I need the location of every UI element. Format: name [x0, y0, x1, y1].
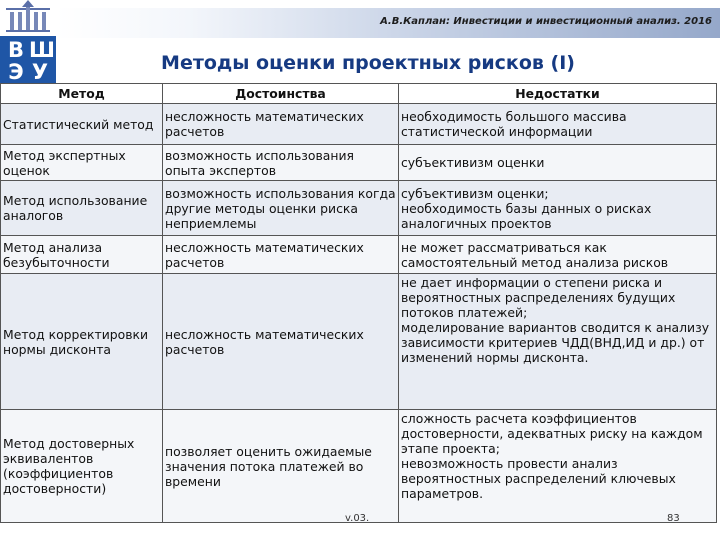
pros-text: несложность математических расчетов: [165, 109, 364, 139]
table-row: [1, 410, 717, 523]
table-row: [1, 104, 717, 145]
page-title: Методы оценки проектных рисков (I): [161, 52, 575, 74]
header-bar: [56, 8, 720, 38]
pros-cell: [163, 274, 399, 410]
pros-cell: [163, 104, 399, 145]
pros-cell: [163, 410, 399, 523]
method-text: Метод анализа безубыточности: [3, 239, 110, 270]
cons-cell: [399, 181, 717, 236]
column-header-pros: Достоинства: [163, 84, 399, 104]
version-label: v.03.: [345, 513, 370, 524]
cons-text: субъективизм оценки: [401, 155, 545, 170]
method-cell: [1, 104, 163, 145]
table-row: [1, 236, 717, 274]
logo-letter: У: [31, 60, 49, 84]
pros-cell: [163, 181, 399, 236]
column-header-cons: Недостатки: [399, 84, 717, 104]
pros-text: возможность использования опыта экспертов: [165, 147, 354, 178]
table-header-row: [1, 84, 717, 104]
method-text: Метод корректировки нормы дисконта: [3, 326, 149, 357]
method-text: Статистический метод: [3, 116, 154, 132]
method-text: Метод использование аналогов: [3, 193, 148, 223]
pros-text: несложность математических расчетов: [165, 326, 364, 357]
cons-text: не дает информации о степени риска и вероятностных распределениях будущих потоков платежей; моделирование вариантов сводится к анализу зависимости критериев ЧДД(ВНД,ИД и др.) от изменений нормы дисконта.: [401, 275, 710, 365]
table-row: [1, 145, 717, 181]
method-cell: [1, 181, 163, 236]
table-row: [1, 274, 717, 410]
method-cell: [1, 410, 163, 523]
cons-text: сложность расчета коэффициентов достоверности, адекватных риску на каждом этапе проекта; невозможность провести анализ вероятностных распределений ключевых параметров.: [401, 411, 703, 501]
risk-methods-table: [0, 83, 717, 523]
logo-letter: Ш: [29, 38, 55, 62]
page-number: 83: [667, 513, 680, 524]
cons-cell: [399, 145, 717, 181]
cons-cell: [399, 236, 717, 274]
pros-cell: [163, 236, 399, 274]
column-header-method: Метод: [1, 84, 163, 104]
logo-letter: Э: [8, 60, 24, 84]
method-cell: [1, 145, 163, 181]
method-cell: [1, 236, 163, 274]
cons-text: не может рассматриваться как самостоятельный метод анализа рисков: [401, 239, 669, 270]
pros-text: несложность математических расчетов: [165, 239, 364, 270]
cons-text: необходимость большого массива статистической информации: [401, 109, 627, 139]
cons-cell: [399, 410, 717, 523]
method-text: Метод экспертных оценок: [3, 147, 126, 178]
table-row: [1, 181, 717, 236]
cons-cell: [399, 104, 717, 145]
method-cell: [1, 274, 163, 410]
cons-cell: [399, 274, 717, 410]
cons-text: субъективизм оценки; необходимость базы данных о рисках аналогичных проектов: [401, 185, 652, 231]
pros-cell: [163, 145, 399, 181]
pros-text: позволяет оценить ожидаемые значения потока платежей во времени: [165, 443, 372, 489]
course-subtitle: А.В.Каплан: Инвестиции и инвестиционный анализ. 2016: [380, 16, 712, 27]
logo-letter: В: [7, 38, 24, 62]
logo-building-emblem: [0, 0, 56, 36]
method-text: Метод достоверных эквивалентов (коэффициентов достоверности): [3, 436, 135, 496]
pros-text: возможность использования когда другие методы оценки риска неприемлемы: [165, 185, 396, 231]
